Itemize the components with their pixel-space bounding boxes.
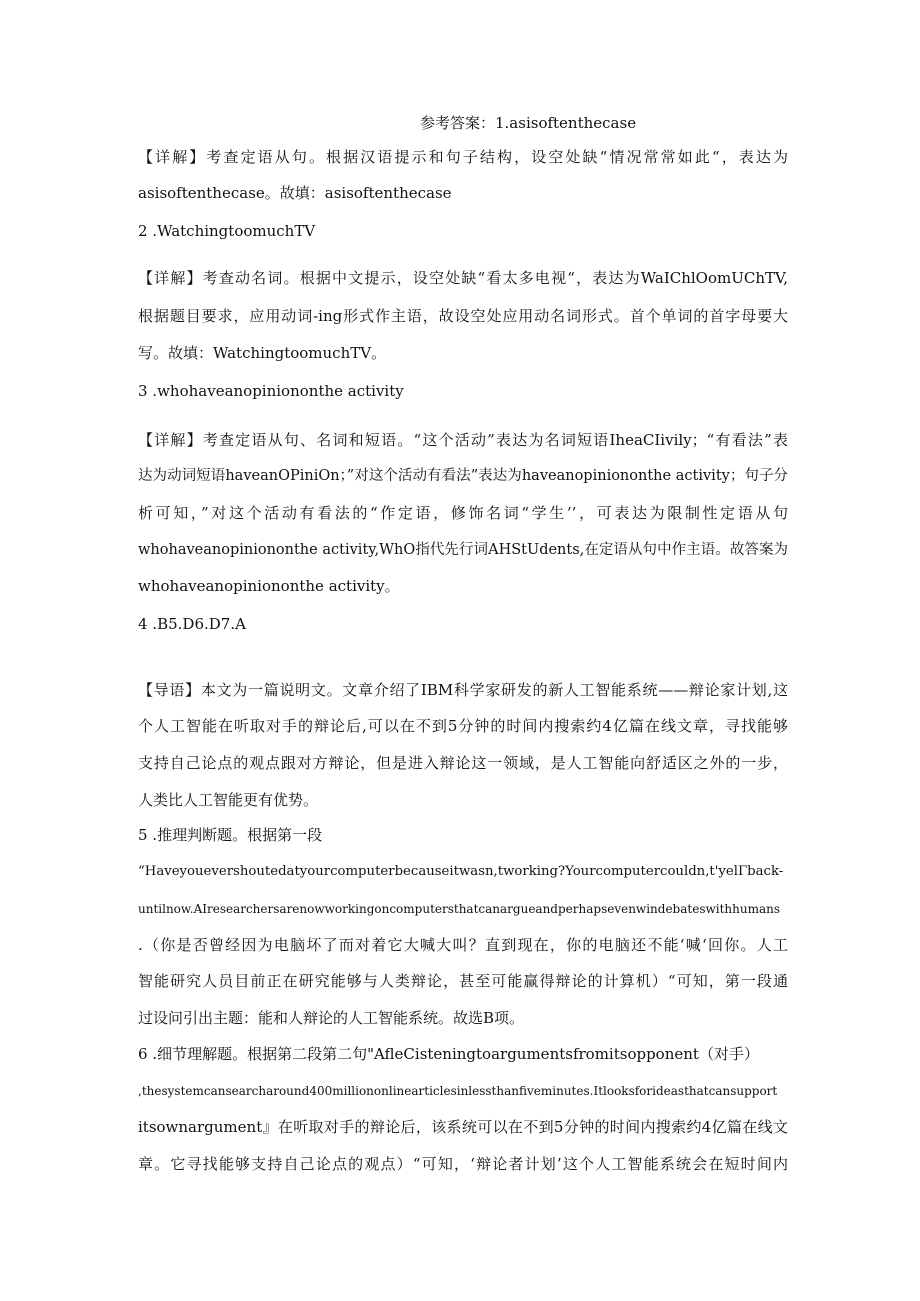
- text-line: 【详解】考查动名词。根据中文提示，设空处缺“看太多电视“，表达为WaIChlOomUChTV,: [138, 269, 788, 287]
- answer-number: 4 .B5.D6.D7.A: [138, 615, 246, 633]
- text-line: 人类比人工智能更有优势。: [138, 791, 319, 809]
- text-line: “Haveyouevershoutedatyourcomputerbecauseitwasn,tworking?Yourcomputercouldn,t'yelΓback-: [138, 864, 784, 879]
- text-line: ,thesystemcansearcharound400milliononlinearticlesinlessthanfiveminutes.Itlooksforideasthatcansupport: [138, 1084, 778, 1098]
- answer-number: 2 .WatchingtoomuchTV: [138, 222, 316, 240]
- text-line: 达为动词短语haveanOPiniOn；”对这个活动有看法”表达为haveanopiniononthe activity；句子分: [138, 468, 788, 484]
- text-line: 5 .推理判断题。根据第一段: [138, 826, 323, 844]
- text-line: 个人工智能在听取对手的辩论后,可以在不到5分钟的时间内搜索约4亿篇在线文章，寻找能够: [138, 717, 788, 735]
- text-line: 析可知，”对这个活动有看法的“作定语，修饰名词“学生’’，可表达为限制性定语从句: [138, 504, 788, 522]
- text-line: 写。故填：WatchingtoomuchTV。: [138, 344, 387, 362]
- text-line: 章。它寻找能够支持自己论点的观点）“可知，‘辩论者计划’这个人工智能系统会在短时间内: [138, 1155, 788, 1173]
- text-line: untilnow.AIresearchersarenowworkingoncomputersthatcanargueandperhapsevenwindebateswithhumans: [138, 902, 781, 916]
- text-line: itsownargument』在听取对手的辩论后，该系统可以在不到5分钟的时间内搜索约4亿篇在线文: [138, 1118, 788, 1136]
- text-line: asisoftenthecase。故填：asisoftenthecase: [138, 184, 452, 202]
- text-line: 【详解】考查定语从句。根据汉语提示和句子结构，设空处缺“情况常常如此“，表达为: [138, 148, 788, 166]
- text-line: 【导语】本文为一篇说明文。文章介绍了IBM科学家研发的新人工智能系统——辩论家计划,这: [138, 681, 788, 699]
- answer-title: 参考答案：1.asisoftenthecase: [420, 114, 637, 132]
- text-line: whohaveanopiniononthe activity。: [138, 577, 400, 595]
- text-line: 6 .细节理解题。根据第二段第二句"AfleCisteningtoargumentsfromitsopponent（对手）: [138, 1045, 759, 1063]
- text-line: whohaveanopiniononthe activity,WhO指代先行词AHStUdents,在定语从句中作主语。故答案为: [138, 542, 788, 558]
- text-line: 智能研究人员目前正在研究能够与人类辩论，甚至可能赢得辩论的计算机）“可知，第一段通: [138, 972, 788, 990]
- text-line: 过设问引出主题：能和人辩论的人工智能系统。故选B项。: [138, 1009, 525, 1027]
- text-line: 根据题目要求，应用动词-ing形式作主语，故设空处应用动名词形式。首个单词的首字母要大: [138, 307, 788, 325]
- text-line: 支持自己论点的观点跟对方辩论，但是进入辩论这一领域，是人工智能向舒适区之外的一步，: [138, 754, 788, 772]
- text-line: 【详解】考查定语从句、名词和短语。“这个活动”表达为名词短语IheaCIivily；“有看法”表: [138, 431, 788, 449]
- text-line: .（你是否曾经因为电脑坏了而对着它大喊大叫？直到现在，你的电脑还不能‘喊‘回你。人工: [138, 936, 788, 954]
- answer-number: 3 .whohaveanopiniononthe activity: [138, 382, 404, 400]
